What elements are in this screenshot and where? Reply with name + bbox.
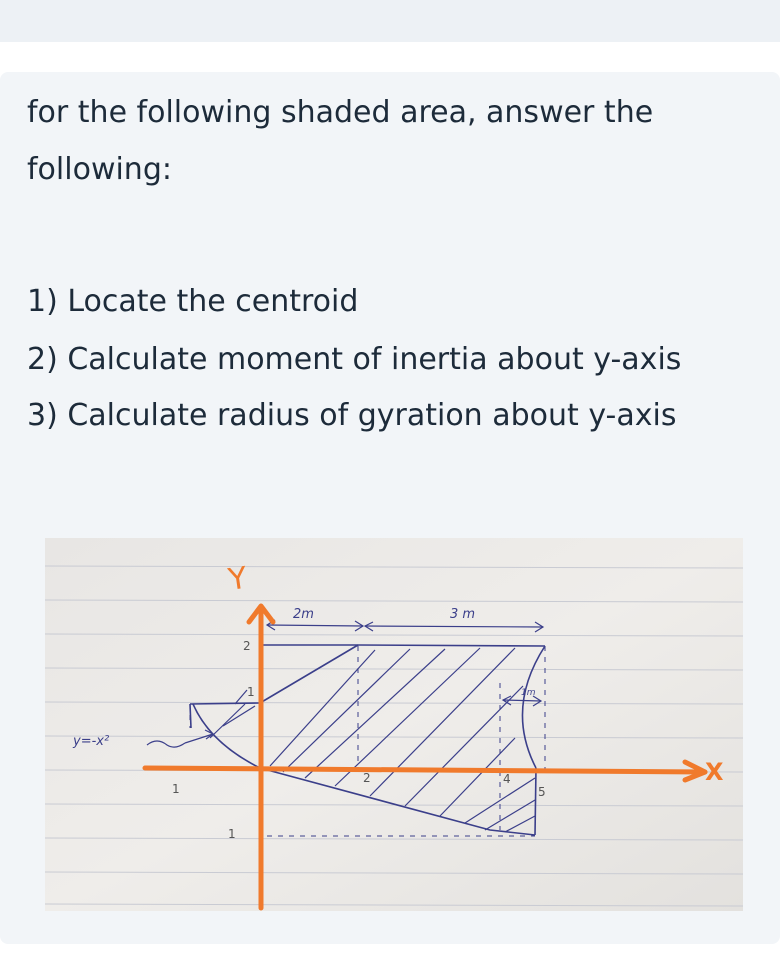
tick-label-x-neg1: 1 (172, 782, 180, 796)
tick-label-x-5: 5 (538, 785, 546, 799)
y-axis-label: Y (226, 560, 250, 598)
tick-label-y-2: 2 (243, 639, 251, 653)
question-item-3: 3) Calculate radius of gyration about y-axis (27, 398, 677, 433)
tick-label-x-4: 4 (503, 772, 511, 786)
tick-label-x-2: 2 (363, 771, 371, 785)
x-axis-label: X (705, 758, 724, 786)
tick-label-y-neg1: 1 (228, 827, 236, 841)
question-intro-line1: for the following shaded area, answer the (27, 95, 654, 130)
top-bar (0, 0, 780, 42)
dimension-label-2m: 2m (293, 607, 314, 622)
paper-background (45, 538, 743, 911)
tick-label-y-1: 1 (247, 685, 255, 699)
question-intro-line2: following: (27, 152, 172, 187)
question-item-1: 1) Locate the centroid (27, 284, 359, 319)
curve-equation-label: y=-x² (73, 734, 110, 749)
dimension-label-3m: 3 m (450, 607, 476, 622)
question-item-2: 2) Calculate moment of inertia about y-axis (27, 342, 682, 377)
dimension-label-1m: 1m (521, 688, 536, 698)
shaded-area-figure (45, 538, 743, 911)
